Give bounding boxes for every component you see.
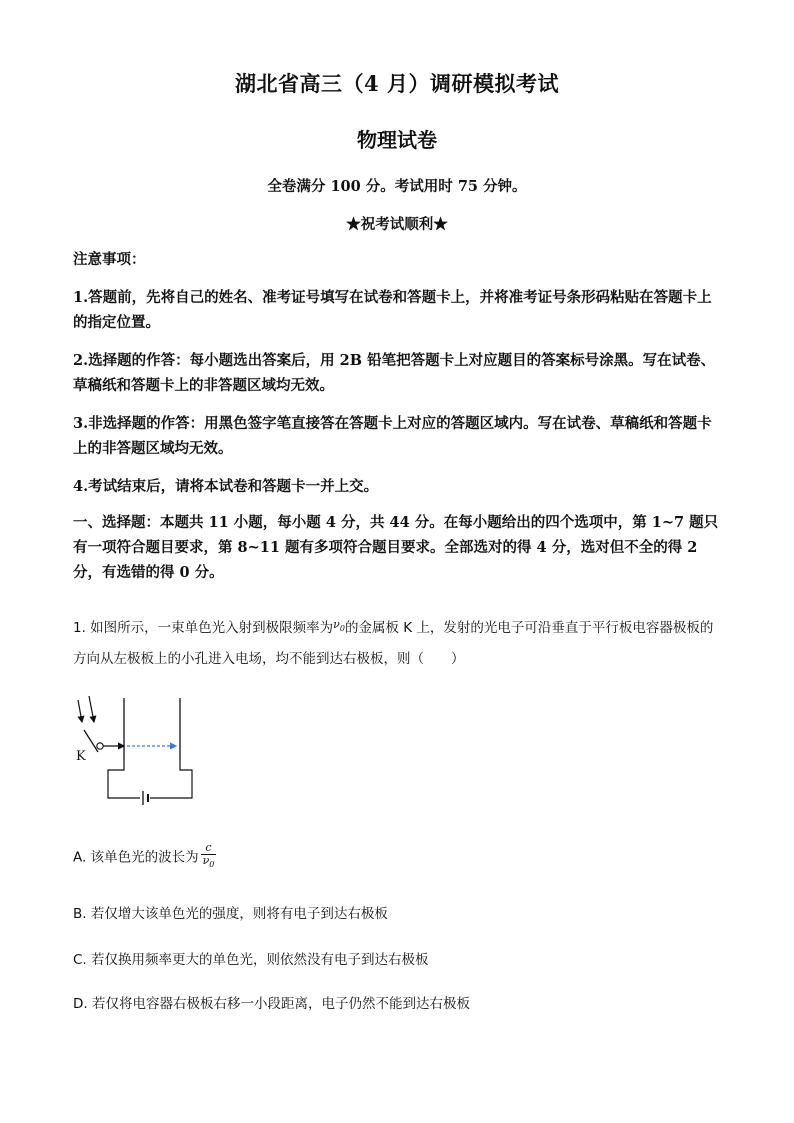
nu-symbol: ν	[333, 618, 340, 631]
wavelength-fraction	[201, 842, 217, 871]
question-1-stem	[73, 610, 723, 674]
exam-title: 湖北省高三（4 月）调研模拟考试	[235, 71, 559, 96]
section-1-instructions: 一、选择题：本题共 11 小题，每小题 4 分，共 44 分。在每小题给出的四个选项中，第 1~7 题只有一项符合题目要求，第 8~11 题有多项符合题目要求。全部选对的得 4 分，选对但不全的得 2 分，有选错的得 0 分。	[73, 514, 719, 581]
threshold-frequency-symbol	[333, 618, 345, 634]
question-1-text-after: 的金属板 K 上，发射的光电子可沿垂直于平行板电容器极板的方向从左极板上的小孔进入电场，均不能到达右极板，则（ ）	[73, 620, 714, 668]
exam-meta: 全卷满分 100 分。考试用时 75 分钟。	[267, 178, 527, 195]
option-a-text: A. 该单色光的波长为	[73, 849, 199, 866]
photoelectron	[97, 743, 103, 749]
exam-subtitle: 物理试卷	[357, 128, 437, 152]
note-item-3: 3.非选择题的作答：用黑色签字笔直接答在答题卡上对应的答题区域内。写在试卷、草稿纸和答题卡上的非答题区域均无效。	[73, 415, 712, 457]
option-d[interactable]: D. 若仅将电容器右极板右移一小段距离，电子仍然不能到达右极板	[73, 996, 470, 1012]
note-item-1: 1.答题前，先将自己的姓名、准考证号填写在试卷和答题卡上，并将准考证号条形码粘贴在答题卡上的指定位置。	[73, 289, 712, 331]
notes-heading: 注意事项：	[73, 251, 146, 268]
note-item-2: 2.选择题的作答：每小题选出答案后，用 2B 铅笔把答题卡上对应题目的答案标号涂黑。写在试卷、草稿纸和答题卡上的非答题区域均无效。	[73, 352, 716, 394]
capacitor-diagram	[70, 690, 210, 805]
nu-subscript: 0	[339, 624, 345, 634]
denominator-subscript: 0	[209, 860, 215, 870]
option-a[interactable]	[73, 843, 723, 872]
light-ray-2	[89, 696, 94, 722]
left-wire	[108, 760, 140, 798]
exam-wish: ★祝考试顺利★	[346, 216, 448, 233]
question-1-text-before: 1. 如图所示，一束单色光入射到极限频率为	[73, 620, 334, 636]
option-b[interactable]: B. 若仅增大该单色光的强度，则将有电子到达右极板	[73, 906, 388, 922]
denominator-symbol: ν	[202, 854, 210, 867]
note-item-4: 4.考试结束后，请将本试卷和答题卡一并上交。	[73, 478, 379, 495]
right-wire	[150, 760, 192, 798]
fraction-numerator: c	[201, 842, 217, 855]
light-ray-1	[78, 700, 82, 722]
fraction-denominator	[201, 855, 217, 871]
metal-plate-k	[84, 730, 98, 752]
plate-k-label: K	[76, 749, 86, 764]
option-c[interactable]: C. 若仅换用频率更大的单色光，则依然没有电子到达右极板	[73, 952, 429, 968]
